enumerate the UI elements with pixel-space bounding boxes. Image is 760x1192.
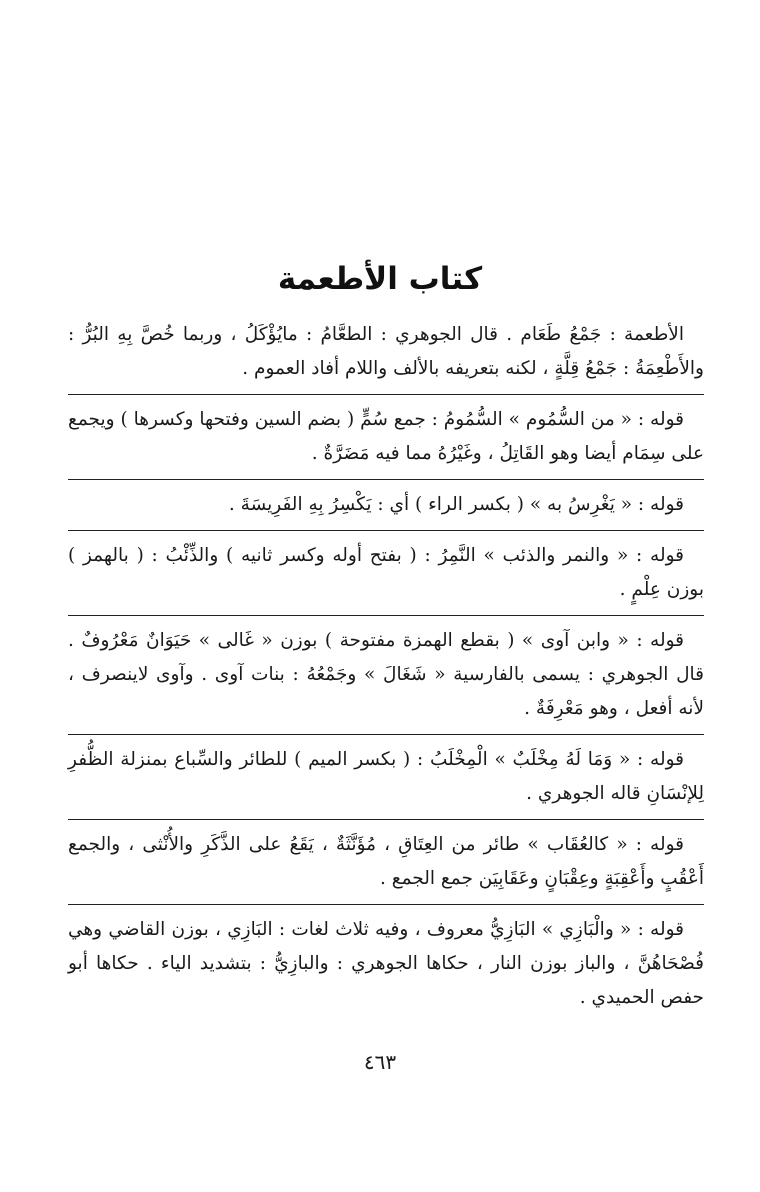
chapter-title: كتاب الأطعمة xyxy=(277,260,483,297)
paragraph-mikhlab: قوله : « وَمَا لَهُ مِخْلَبٌ » الْمِخْلَبُ : ( بكسر الميم ) للطائر والسِّباع بمنزلة الظُّفرِ لِلإنْسَانِ قاله الجوهري . xyxy=(68,734,704,811)
paragraph-ibn-awa: قوله : « وابن آوى » ( بقطع الهمزة مفتوحة ) بوزن « غَالى » حَيَوَانٌ مَعْرُوفٌ . قال الجوهري : يسمى بالفارسية « شَغَالَ » وجَمْعُهُ : بنات آوى . وآوى لاينصرف ، لأنه أفعل ، وهو مَعْرِفَةٌ . xyxy=(68,615,704,726)
paragraph-sumum: قوله : « من السُّمُوم » السُّمُومُ : جمع سُمٍّ ( بضم السين وفتحها وكسرها ) ويجمع على سِمَام أيضا وهو القَاتِلُ ، وغَيْرُهُ مما فيه مَضَرَّةٌ . xyxy=(68,394,704,471)
paragraph-atima: الأطعمة : جَمْعُ طَعَام . قال الجوهري : الطعَّامُ : مايُؤْكَلُ ، وربما خُصَّ بِهِ البُرُّ : والأَطْعِمَةُ : جَمْعُ قِلَّةٍ ، لكنه بتعريفه بالألف واللام أفاد العموم . xyxy=(68,324,704,379)
paragraph-yaghris: قوله : « يَغْرِسُ به » ( بكسر الراء ) أي : يَكْسِرُ بِهِ الفَرِيسَةَ . xyxy=(68,479,704,522)
page-number: ٤٦٣ xyxy=(363,1050,397,1074)
paragraph-namir: قوله : « والنمر والذئب » النَّمِرُ : ( بفتح أوله وكسر ثانيه ) والذِّئْبُ : ( بالهمز ) بوزن عِلْمٍ . xyxy=(68,530,704,607)
paragraph-bazi: قوله : « والْبَازِي » البَازِيُّ معروف ، وفيه ثلاث لغات : البَازِي ، بوزن القاضي وهي فُصْحَاهُنَّ ، والباز بوزن النار ، حكاها الجوهري : والبازِيُّ : بتشديد الياء . حكاها أبو حفص الحميدي . xyxy=(68,904,704,1015)
paragraph-uqab: قوله : « كالعُقَاب » طائر من العِتَاقِ ، مُؤَنَّثَةٌ ، يَقَعُ على الذَّكَرِ والأُنْثى ، والجمع أَعْقُبٍ وأَعْقِبَةٍ وعِقْبَانٍ وعَقَابِيَن جمع الجمع . xyxy=(68,819,704,896)
body-text xyxy=(68,318,704,1015)
